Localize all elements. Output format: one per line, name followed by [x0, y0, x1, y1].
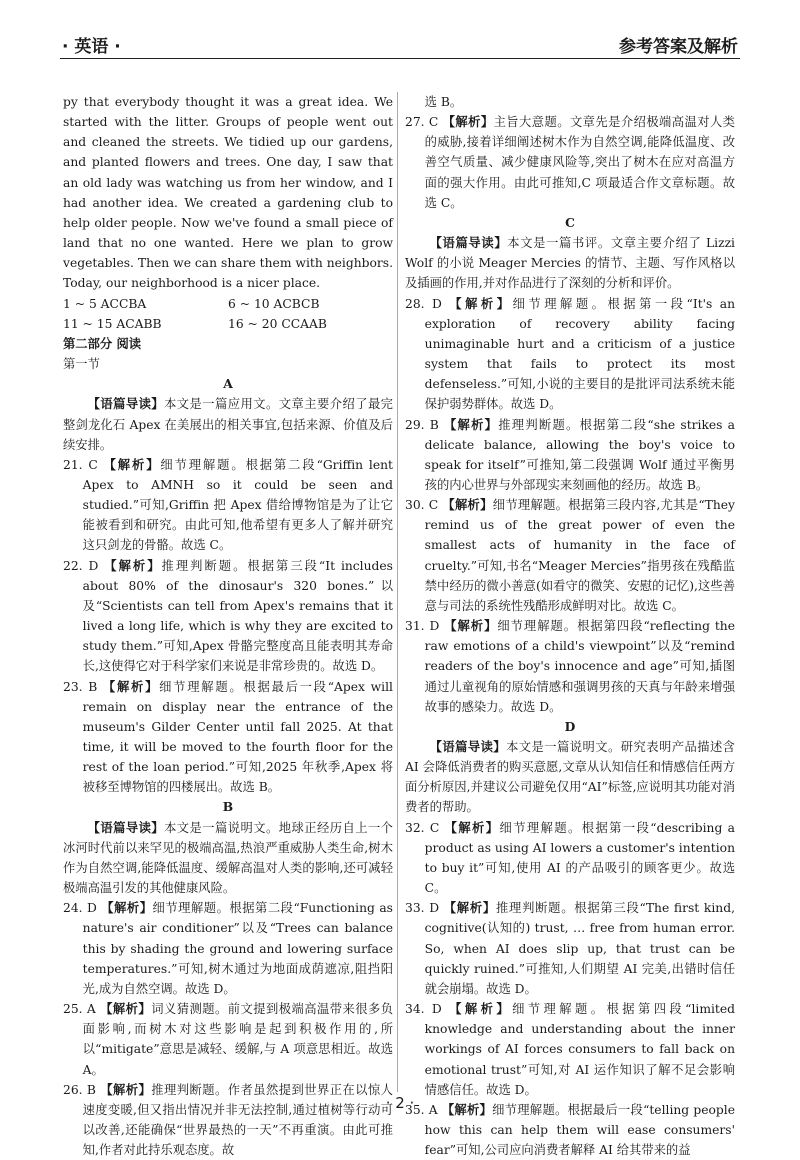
column-divider — [397, 92, 398, 1092]
answer-26: 26. B 【解析】推理判断题。作者虽然提到世界正在以惊人速度变暖,但又指出情况并非无法控制,通过植树等行动可以改善,还能确保“世界最热的一天”不再重演。由此可推知,作者对此持乐观态度。故 — [63, 1082, 393, 1158]
header-subject: · 英语 · — [62, 37, 121, 57]
answer-26-end: 选 B。 — [424, 95, 463, 109]
analysis-tag: 【解析】 — [103, 457, 161, 472]
passage-a-intro: 【语篇导读】本文是一篇应用文。文章主要介绍了最完整剑龙化石 Apex 在美展出的相关事宜,包括来源、价值及后续安排。 — [63, 397, 393, 452]
answer-key-16-20: 16 ~ 20 CCAAB — [228, 316, 327, 331]
answer-key-1-5: 1 ~ 5 ACCBA — [63, 296, 147, 311]
page-header — [60, 28, 740, 59]
answer-key-6-10: 6 ~ 10 ACBCB — [228, 296, 320, 311]
analysis-tag: 【解析】 — [442, 115, 494, 130]
passage-d-heading: D — [564, 718, 576, 734]
answer-28: 28. D 【解析】细节理解题。根据第一段“It's an exploration of recovery ability facing unimaginable hurt and a criticism of a justice system that fails to protect its most defenseless.”可知,小说的主要目的是批评司法系统未能保护弱势群体。故选 D。 — [405, 296, 736, 412]
analysis-tag: 【解析】 — [100, 1082, 152, 1097]
analysis-tag: 【解析】 — [100, 1002, 152, 1017]
passage-c-intro: 【语篇导读】本文是一篇书评。文章主要介绍了 Lizzi Wolf 的小说 Meager Mercies 的情节、主题、写作风格以及插画的作用,并对作品进行了深刻的分析和评价。 — [405, 236, 735, 291]
essay-ending: py that everybody thought it was a great idea. We started with the litter. Groups of people went out and cleaned the streets. We tidied up our gardens, and planted flowers and trees. One day, I saw that an old lady was watching us from her window, and I had another idea. We created a gardening club to help older people. Now we've found a small piece of land that no one wanted. Here we plan to grow vegetables. Then we can share them with neighbors. Today, our neighborhood is a nicer place. — [63, 95, 393, 291]
analysis-tag: 【语篇导读】 — [87, 820, 165, 835]
analysis-tag: 【解析】 — [449, 296, 513, 311]
answer-27: 27. C 【解析】主旨大意题。文章先是介绍极端高温对人类的威胁,接着详细阐述树木作为自然空调,能降低温度、改善空气质量、减少健康风险等,突出了树木在应对高温方面的强大作用。由此可推知,C 项最适合作文章标题。故选 C。 — [405, 115, 735, 210]
analysis-tag: 【解析】 — [449, 1002, 513, 1017]
passage-d-intro: 【语篇导读】本文是一篇说明文。研究表明产品描述含 AI 会降低消费者的购买意愿,文章从认知信任和情感信任两方面分析原因,并建议公司避免仅用“AI”标签,应说明其功能对消费者的帮助。 — [405, 740, 735, 815]
answer-24: 24. D 【解析】细节理解题。根据第二段“Functioning as nature's air conditioner”以及“Trees can balance this by shading the ground and lowering surface temperatures.”可知,树木通过为地面成荫遮凉,阻挡阳光,成为自然空调。故选 D。 — [63, 901, 393, 996]
analysis-tag: 【语篇导读】 — [429, 740, 507, 754]
section-title: 第一节 — [63, 357, 100, 372]
analysis-tag: 【解析】 — [444, 820, 500, 835]
answer-35: 35. A 【解析】细节理解题。根据最后一段“telling people how this can help them will ease consumers' fear”可知,公司应向消费者解释 AI 给其带来的益 — [405, 1102, 735, 1158]
answer-32: 32. C 【解析】细节理解题。根据第一段“describing a product as using AI lowers a customer's intention to buy it”可知,使用 AI 的产品吸引的顾客更少。故选 C。 — [405, 820, 735, 896]
page-number: · 2 · — [385, 1094, 415, 1112]
answer-22: 22. D 【解析】推理判断题。根据第三段“It includes about 80% of the dinosaur's 320 bones.”以及“Scientists can tell from Apex's remains that it lived a long life, which is why they are excited to study them.”可知,Apex 骨骼完整度高且能表明其寿命长,这使得它对于科学家们来说是非常珍贵的。故选 D。 — [63, 558, 393, 674]
header-title: 参考答案及解析 — [619, 37, 738, 57]
left-column — [63, 92, 393, 1160]
answer-23: 23. B 【解析】细节理解题。根据最后一段“Apex will remain on display near the entrance of the museum's Gilder Center until fall 2025. At that time, it will be moved to the fourth floor for the rest of the loan period.”可知,2025 年秋季,Apex 将被移至博物馆的四楼展出。故选 B。 — [63, 679, 393, 795]
answer-31: 31. D 【解析】细节理解题。根据第四段“reflecting the raw emotions of a child's viewpoint”以及“remind readers of the boy's innocence and age”可知,插图通过儿童视角的原始情感和强调男孩的天真与年龄来增强故事的感染力。故选 D。 — [405, 619, 735, 714]
analysis-tag: 【解析】 — [443, 901, 496, 916]
answer-29: 29. B 【解析】推理判断题。根据第二段“she strikes a delicate balance, allowing the boy's voice to speak for itself”可推知,第二段强调 Wolf 通过平衡男孩的内心世界与外部现实来刻画他的经历。故选 B。 — [405, 417, 735, 492]
answer-25: 25. A 【解析】词义猜测题。前文提到极端高温带来很多负面影响,而树木对这些影响是起到积极作用的,所以“mitigate”意思是减轻、缓解,与 A 项意思相近。故选 A。 — [63, 1002, 393, 1077]
analysis-tag: 【解析】 — [441, 1102, 493, 1117]
answer-33: 33. D 【解析】推理判断题。根据第三段“The first kind, cognitive(认知的) trust, … free from human error. So, when AI does slip up, that trust can be quickly ruined.”可推知,人们期望 AI 完美,出错时信任就会崩塌。故选 D。 — [405, 901, 735, 996]
answer-key-grid — [63, 294, 393, 334]
passage-a-heading: A — [223, 376, 233, 392]
answer-30: 30. C 【解析】细节理解题。根据第三段内容,尤其是“They remind us of the great power of even the smallest acts of humanity in the face of cruelty.”可知,书名“Meager Mercies”指男孩在残酷监禁中经历的微小善意(如看守的微笑、安慰的记忆),这些善意与司法的系统性残酷形成鲜明对比。故选 C。 — [405, 498, 735, 613]
part-title: 第二部分 阅读 — [63, 335, 142, 351]
analysis-tag: 【解析】 — [443, 417, 499, 432]
analysis-tag: 【解析】 — [104, 558, 162, 573]
analysis-tag: 【解析】 — [444, 619, 498, 634]
answer-21: 21. C 【解析】细节理解题。根据第二段“Griffin lent Apex to AMNH so it could be seen and studied.”可知,Griffin 把 Apex 借给博物馆是为了让它能被看到和研究。由此可知,他希望有更多人了解并研究这只剑龙的骨骼。故选 C。 — [63, 457, 393, 553]
right-column — [405, 92, 735, 1160]
answer-key-11-15: 11 ~ 15 ACABB — [63, 316, 162, 331]
passage-b-intro: 【语篇导读】本文是一篇说明文。地球正经历自上一个冰河时代前以来罕见的极端高温,热浪严重威胁人类生命,树木作为自然空调,能降低温度、缓解高温对人类的影响,还可减轻极端高温引发的其他健康风险。 — [63, 820, 393, 896]
analysis-tag: 【解析】 — [442, 498, 493, 513]
analysis-tag: 【语篇导读】 — [429, 236, 508, 251]
analysis-tag: 【语篇导读】 — [87, 397, 165, 412]
analysis-tag: 【解析】 — [102, 679, 160, 694]
passage-c-heading: C — [565, 214, 575, 230]
passage-b-heading: B — [222, 799, 234, 815]
answer-34: 34. D 【解析】细节理解题。根据第四段“limited knowledge and understanding about the inner workings of AI forces consumers to fall back on emotional trust”可知,对 AI 运作知识了解不足会影响情感信任。故选 D。 — [405, 1002, 736, 1097]
analysis-tag: 【解析】 — [101, 901, 153, 916]
